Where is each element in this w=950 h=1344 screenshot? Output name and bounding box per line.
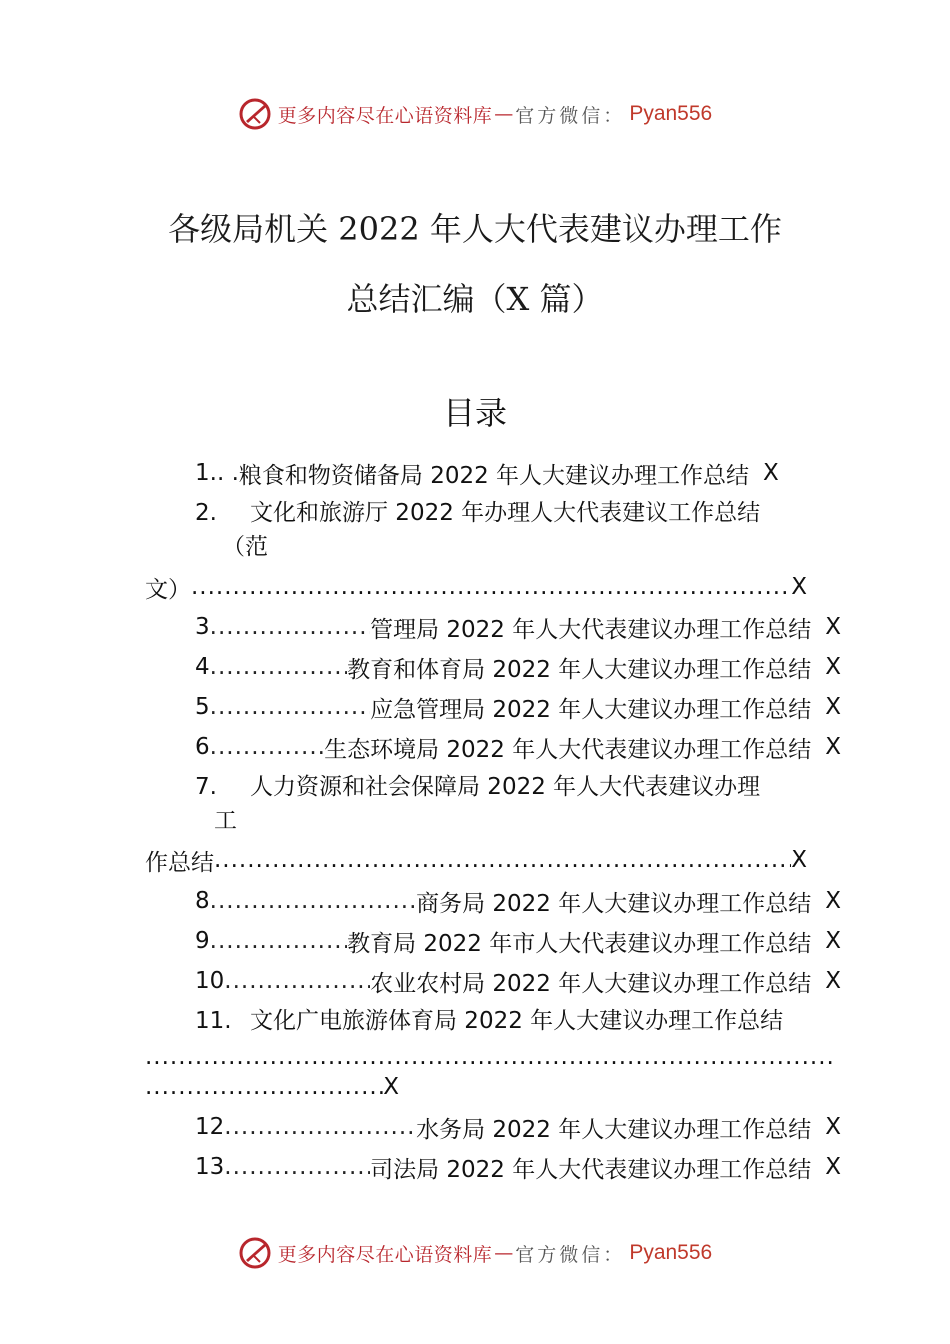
- toc-item-title: 生态环境局 2022 年人大代表建议办理工作总结: [324, 736, 812, 763]
- toc-item-prefix: 4: [195, 654, 210, 680]
- toc-item-page: X: [825, 968, 841, 994]
- toc-leader: [145, 1044, 835, 1070]
- toc-item-page: X: [825, 614, 841, 640]
- banner-wechat-id: Pyan556: [629, 1241, 713, 1264]
- toc-item[interactable]: [195, 610, 841, 644]
- toc-leader: [210, 694, 370, 720]
- toc-item-prefix: 2.: [195, 500, 217, 526]
- toc-leader: [210, 888, 416, 914]
- toc-item-prefix: 10: [195, 968, 225, 994]
- toc-leader: [214, 847, 791, 873]
- toc-item-prefix: 9: [195, 928, 210, 954]
- toc-item-page: X: [763, 460, 779, 486]
- toc-item[interactable]: [195, 884, 841, 918]
- toc-item-page: X: [791, 847, 807, 873]
- banner-label: 官方微信：: [515, 1243, 626, 1266]
- toc-item-prefix: 3: [195, 614, 210, 640]
- toc-item[interactable]: [195, 1110, 841, 1144]
- toc-item-title: 商务局 2022 年人大建议办理工作总结: [416, 890, 812, 917]
- toc-item-title-line1[interactable]: 人力资源和社会保障局 2022 年人大代表建议办理: [250, 774, 761, 800]
- footer-banner: [0, 1233, 950, 1273]
- toc-item[interactable]: [195, 924, 841, 958]
- toc-leader: [210, 614, 370, 640]
- toc-item-page: X: [791, 574, 807, 600]
- toc-item-continuation[interactable]: [145, 843, 807, 877]
- pen-seal-icon: [238, 1236, 272, 1270]
- toc-item-page: X: [825, 654, 841, 680]
- toc-item-title-line1[interactable]: 文化广电旅游体育局 2022 年人大建议办理工作总结: [250, 1008, 784, 1034]
- toc-leader: [224, 1114, 416, 1140]
- banner-wechat-id: Pyan556: [629, 102, 713, 125]
- toc-item-page: X: [825, 888, 841, 914]
- toc-item-title-line3: 文）: [145, 576, 191, 603]
- toc-item-title: 司法局 2022 年人大代表建议办理工作总结: [370, 1156, 812, 1183]
- document-title-line1: 各级局机关 2022 年人大代表建议办理工作: [168, 210, 782, 248]
- toc-item-page: X: [825, 734, 841, 760]
- toc-item[interactable]: [195, 456, 841, 490]
- toc-item-prefix: 8: [195, 888, 210, 914]
- toc-item-prefix: 6: [195, 734, 210, 760]
- toc-item-prefix: 13: [195, 1154, 225, 1180]
- toc-leader: [210, 928, 347, 954]
- banner-label: 官方微信：: [515, 104, 626, 127]
- toc-item[interactable]: [195, 690, 841, 724]
- toc-leader: [210, 734, 324, 760]
- toc-item-page: X: [825, 1114, 841, 1140]
- pen-seal-icon: [238, 97, 272, 131]
- toc-item-prefix: 11.: [195, 1008, 232, 1034]
- toc-item-prefix: 1.. .: [195, 460, 239, 486]
- toc-item-title: 粮食和物资储备局 2022 年人大建议办理工作总结: [238, 462, 750, 489]
- toc-item[interactable]: [195, 1150, 841, 1184]
- toc-item-page: X: [825, 928, 841, 954]
- toc-item-title: 应急管理局 2022 年人大建议办理工作总结: [370, 696, 812, 723]
- toc-item-prefix: 5: [195, 694, 210, 720]
- toc-item-title: 水务局 2022 年人大建议办理工作总结: [416, 1116, 812, 1143]
- toc-item-title: 教育局 2022 年市人大代表建议办理工作总结: [347, 930, 812, 957]
- toc-item-page: X: [825, 1154, 841, 1180]
- toc-heading: 目录: [442, 394, 507, 432]
- toc-item[interactable]: [195, 650, 841, 684]
- toc-leader-line: [145, 1040, 835, 1074]
- toc-item[interactable]: [195, 964, 841, 998]
- toc-item-page: X: [825, 694, 841, 720]
- toc-item-title: 农业农村局 2022 年人大建议办理工作总结: [370, 970, 812, 997]
- toc-leader: [145, 1074, 383, 1100]
- toc-leader: [224, 1154, 370, 1180]
- toc-item-title-line2: （范: [222, 534, 268, 560]
- toc-leader: [210, 654, 347, 680]
- header-banner: [0, 94, 950, 134]
- toc-item-page: X: [383, 1074, 399, 1100]
- banner-separator: —: [494, 103, 514, 125]
- toc-item-title-line3: 作总结: [145, 849, 214, 876]
- banner-text: 更多内容尽在心语资料库: [277, 104, 493, 127]
- document-title-line2: 总结汇编（X 篇）: [346, 280, 604, 318]
- toc-item-title: 管理局 2022 年人大代表建议办理工作总结: [370, 616, 812, 643]
- toc-leader: [224, 968, 370, 994]
- toc-item-title-line2: 工: [214, 808, 237, 834]
- toc-item-title: 教育和体育局 2022 年人大建议办理工作总结: [347, 656, 812, 683]
- toc-leader: [191, 574, 791, 600]
- toc-item-prefix: 12: [195, 1114, 225, 1140]
- toc-item-prefix: 7.: [195, 774, 217, 800]
- toc-item-continuation[interactable]: [145, 1070, 399, 1104]
- banner-separator: —: [494, 1242, 514, 1264]
- banner-text: 更多内容尽在心语资料库: [277, 1243, 493, 1266]
- toc-item-continuation[interactable]: [145, 570, 807, 604]
- toc-item-title-line1[interactable]: 文化和旅游厅 2022 年办理人大代表建议工作总结: [250, 500, 761, 526]
- toc-item[interactable]: [195, 730, 841, 764]
